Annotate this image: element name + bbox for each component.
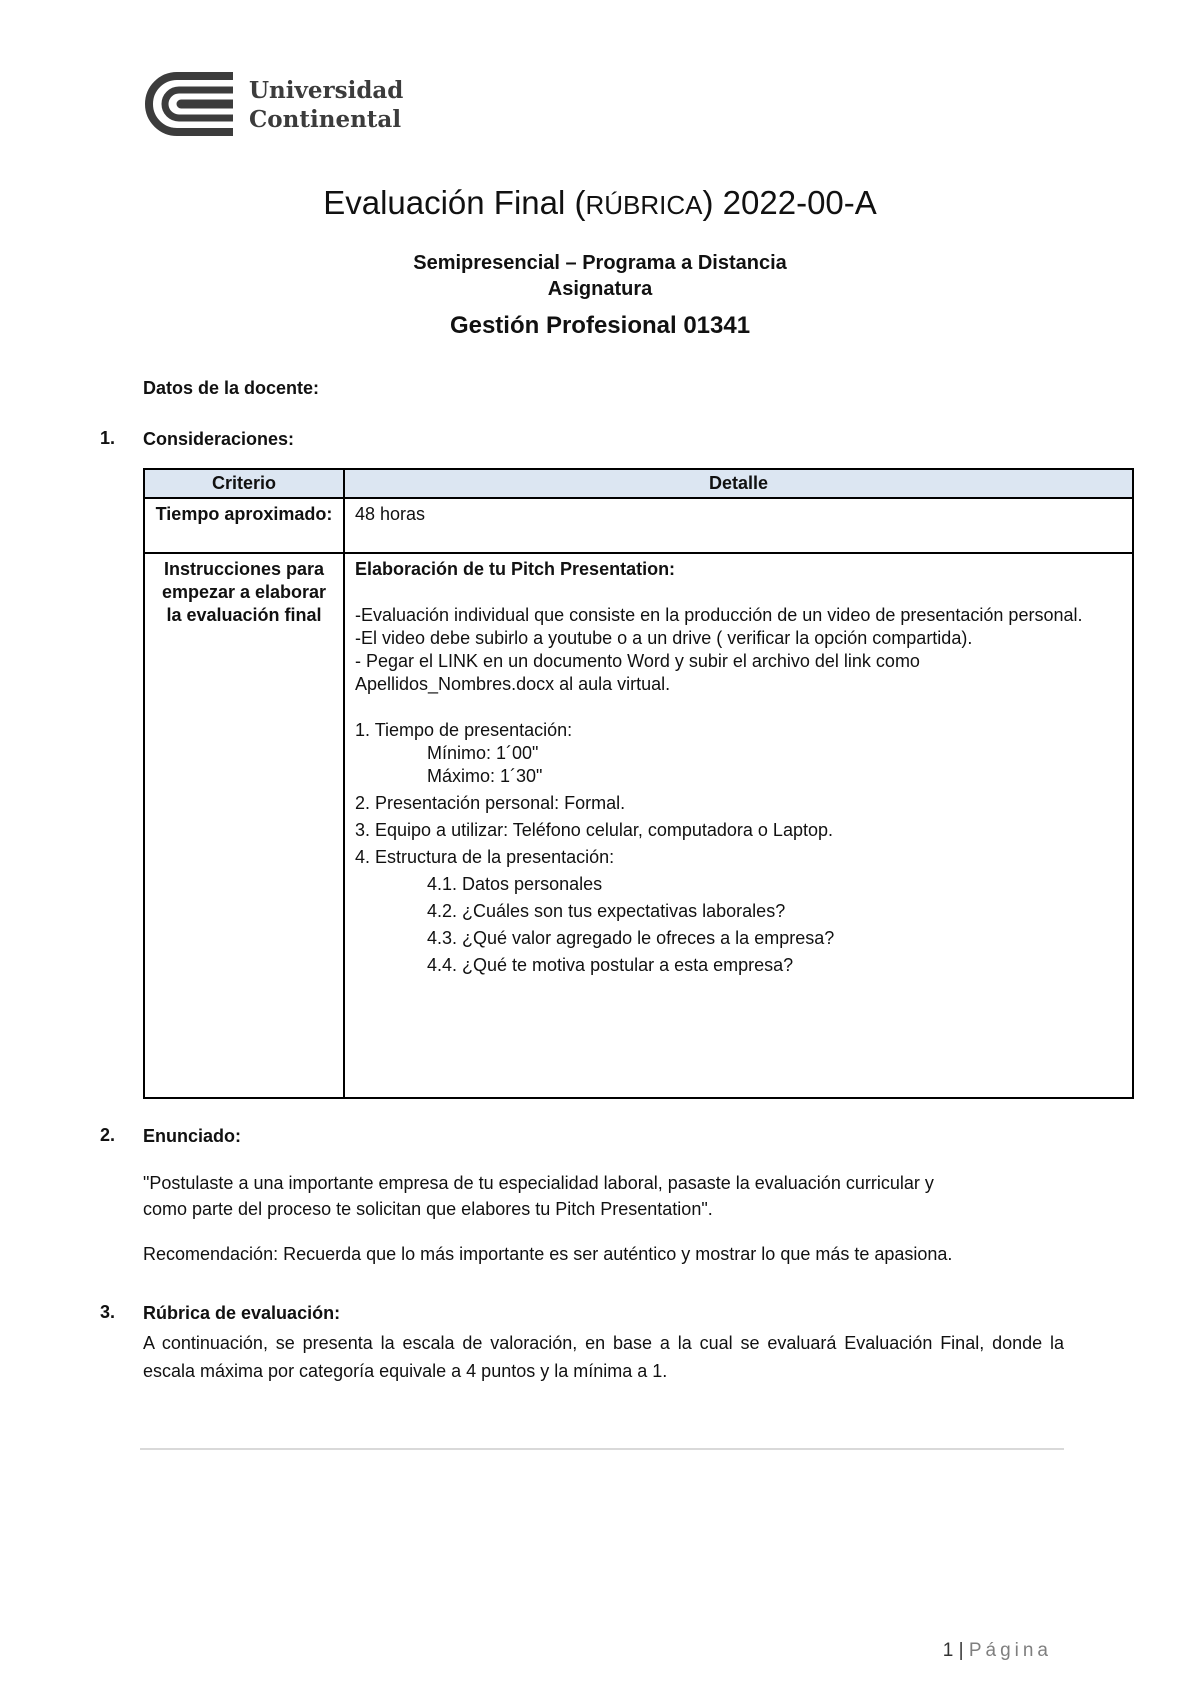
logo-emblem-icon	[143, 70, 239, 138]
section-1-number: 1.	[100, 428, 116, 448]
table-header-row	[144, 469, 1133, 498]
docente-label: Datos de la docente:	[143, 378, 320, 398]
page-number-value: 1	[942, 1640, 954, 1661]
document-title	[0, 184, 1200, 222]
logo-line-2: Continental	[249, 106, 402, 133]
list-item: 4.3. ¿Qué valor agregado le ofreces a la empresa?	[427, 928, 835, 948]
detalle-cell	[344, 553, 1133, 1098]
table-row	[144, 498, 1133, 553]
enunciado-quote: "Postulaste a una importante empresa de tu especialidad laboral, pasaste la evaluación curricular y como parte del proceso te solicitan que elabores tu Pitch Presentation".	[143, 1173, 934, 1219]
considerations-table	[143, 468, 1134, 1099]
logo-wordmark	[249, 76, 403, 134]
title-suffix: ) 2022-00-A	[702, 184, 877, 221]
section-1-title: Consideraciones:	[143, 429, 295, 449]
list-item: 3. Equipo a utilizar: Teléfono celular, computadora o Laptop.	[355, 820, 833, 840]
instruction-bullet: -El video debe subirlo a youtube o a un drive ( verificar la opción compartida).	[355, 628, 973, 648]
instruction-bullet: -Evaluación individual que consiste en la producción de un video de presentación personal.	[355, 605, 1083, 625]
page-number	[943, 1640, 1052, 1662]
table-row	[144, 553, 1133, 1098]
table-header-detalle: Detalle	[344, 469, 1133, 498]
subtitle-modalidad: Semipresencial – Programa a Distancia	[413, 252, 787, 274]
page-separator: |	[958, 1640, 964, 1661]
section-2-title: Enunciado:	[143, 1126, 241, 1146]
criterio-cell: Tiempo aproximado:	[144, 498, 344, 553]
list-item: 4.4. ¿Qué te motiva postular a esta empresa?	[427, 955, 794, 975]
criterio-cell: Instrucciones para empezar a elaborar la evaluación final	[144, 553, 344, 1098]
list-item: 1. Tiempo de presentación:	[355, 720, 573, 740]
section-2-number: 2.	[100, 1125, 116, 1145]
recomendacion-text: Recomendación: Recuerda que lo más importante es ser auténtico y mostrar lo que más te apasiona.	[143, 1244, 953, 1264]
list-item: 2. Presentación personal: Formal.	[355, 793, 626, 813]
logo-line-1: Universidad	[249, 77, 404, 104]
section-3-number: 3.	[100, 1302, 116, 1322]
table-header-criterio: Criterio	[144, 469, 344, 498]
list-item: 4.1. Datos personales	[427, 874, 603, 894]
list-item: Máximo: 1´30"	[427, 766, 543, 786]
title-prefix: Evaluación Final (	[323, 184, 586, 221]
university-logo	[143, 70, 403, 142]
instructions-heading: Elaboración de tu Pitch Presentation:	[355, 559, 676, 579]
list-item: 4. Estructura de la presentación:	[355, 847, 615, 867]
rubrica-description: A continuación, se presenta la escala de valoración, en base a la cual se evaluará Evaluación Final, donde la escala máxima por categoría equivale a 4 puntos y la mínima a 1.	[143, 1333, 1064, 1381]
instruction-bullet: - Pegar el LINK en un documento Word y subir el archivo del link como Apellidos_Nombres.docx al aula virtual.	[355, 651, 920, 694]
subtitle-asignatura: Asignatura	[547, 278, 653, 300]
page-label: Página	[968, 1640, 1052, 1661]
list-item: 4.2. ¿Cuáles son tus expectativas laborales?	[427, 901, 786, 921]
course-name: Gestión Profesional 01341	[449, 312, 751, 339]
footer-divider	[140, 1448, 1064, 1450]
title-rubrica: RÚBRICA	[585, 190, 703, 220]
detalle-cell: 48 horas	[344, 498, 1133, 553]
list-item: Mínimo: 1´00"	[427, 743, 539, 763]
section-3-title: Rúbrica de evaluación:	[143, 1303, 341, 1323]
